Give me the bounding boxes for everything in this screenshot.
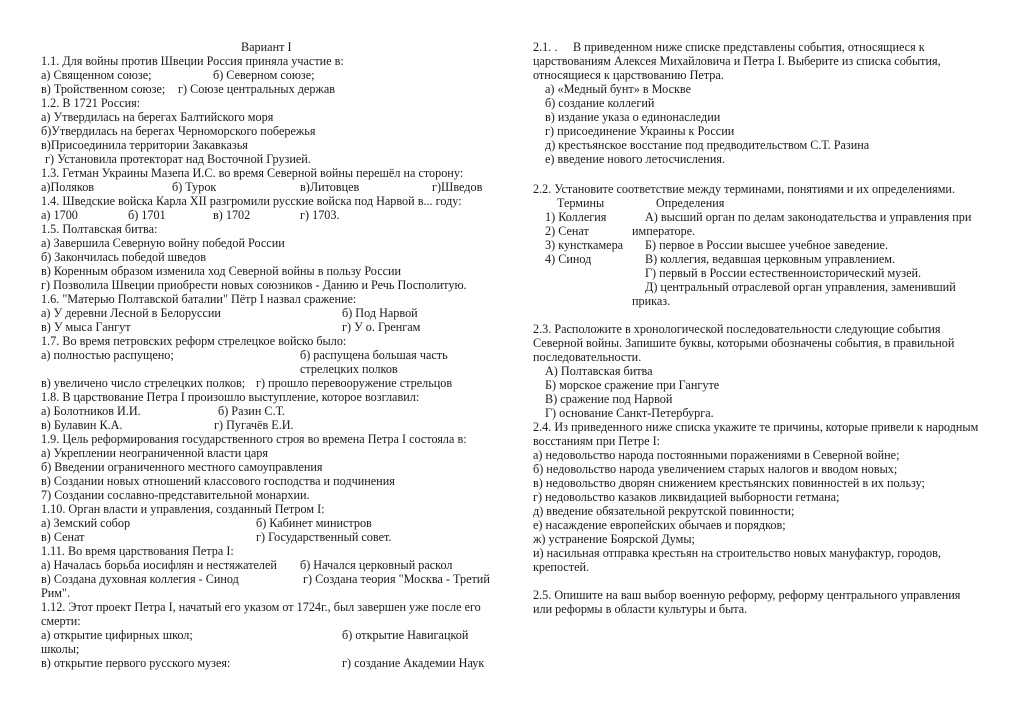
option: б) Разин С.Т. <box>218 404 285 418</box>
option: в) Коренным образом изменила ход Северной войны в пользу России <box>41 264 402 278</box>
definitions-header: Определения <box>656 196 725 210</box>
option: а)Поляков <box>41 180 95 194</box>
option: г) прошло перевооружение стрельцов <box>256 376 453 390</box>
option: г) создание Академии Наук <box>342 656 485 670</box>
option: г)Шведов <box>432 180 483 194</box>
option: 7) Создании сославно-представительной монархии. <box>41 488 310 502</box>
question-continued: восстаниям при Петре I: <box>533 434 661 448</box>
list-item: г) присоединение Украины к России <box>545 124 735 138</box>
definition: Д) центральный отраслевой орган управления, заменивший <box>645 280 956 294</box>
term: 4) Синод <box>545 252 592 266</box>
variant-title: Вариант I <box>241 40 292 54</box>
option: а) 1700 <box>41 208 78 222</box>
list-item: е) введение нового летосчисления. <box>545 152 725 166</box>
question-continued: последовательности. <box>533 350 642 364</box>
question-1-2: 1.2. В 1721 Россия: <box>41 96 141 110</box>
option: а) Началась борьба иосифлян и нестяжателей <box>41 558 277 572</box>
option: а) Утвердилась на берегах Балтийского моря <box>41 110 274 124</box>
option: а) У деревни Лесной в Белоруссии <box>41 306 221 320</box>
list-item: Б) морское сражение при Гангуте <box>545 378 720 392</box>
question-2-1: В приведенном ниже списке представлены события, относящиеся к <box>573 40 925 54</box>
list-item: в) недовольство дворян снижением крестьянских повинностей в их пользу; <box>533 476 925 490</box>
list-item: б) недовольство народа увеличением старых налогов и вводом новых; <box>533 462 898 476</box>
option: г) Установила протекторат над Восточной Грузией. <box>45 152 311 166</box>
list-item-continued: крепостей. <box>533 560 590 574</box>
option: б) Северном союзе; <box>213 68 315 82</box>
terms-header: Термины <box>557 196 605 210</box>
option: б) Кабинет министров <box>256 516 372 530</box>
option: в) У мыса Гангут <box>41 320 131 334</box>
option: а) Земский собор <box>41 516 131 530</box>
question-continued: или реформы в области культуры и быта. <box>533 602 748 616</box>
list-item: ж) устранение Боярской Думы; <box>533 532 695 546</box>
list-item: е) насаждение европейских обычаев и порядков; <box>533 518 786 532</box>
question-2-4: 2.4. Из приведенного ниже списка укажите те причины, которые привели к народным <box>533 420 979 434</box>
option: а) Священном союзе; <box>41 68 152 82</box>
option: а) полностью распущено; <box>41 348 174 362</box>
question-continued: Северной войны. Запишите буквы, которыми обозначены события, в правильной <box>533 336 955 350</box>
option: б) Закончилась победой шведов <box>41 250 207 264</box>
option: в) Создана духовная коллегия - Синод <box>41 572 239 586</box>
option: в) Сенат <box>41 530 85 544</box>
question-1-4: 1.4. Шведские войска Карла XII разгромили русские войска под Нарвой в... году: <box>41 194 462 208</box>
option: г) У о. Гренгам <box>342 320 421 334</box>
question-1-12: 1.12. Этот проект Петра I, начатый его указом от 1724г., был завершен уже после его <box>41 600 481 614</box>
option: б) 1701 <box>128 208 166 222</box>
option: в) Тройственном союзе; <box>41 82 166 96</box>
option: г) Государственный совет. <box>256 530 392 544</box>
option: а) Болотников И.И. <box>41 404 141 418</box>
term: 2) Сенат <box>545 224 589 238</box>
option: а) Укреплении неограниченной власти царя <box>41 446 268 460</box>
option: а) Завершила Северную войну победой России <box>41 236 285 250</box>
question-1-11: 1.11. Во время царствования Петра I: <box>41 544 234 558</box>
list-item: д) крестьянское восстание под предводительством С.Т. Разина <box>545 138 870 152</box>
question-1-1: 1.1. Для войны против Швеции Россия приняла участие в: <box>41 54 344 68</box>
option: в) Создании новых отношений классового господства и подчинения <box>41 474 395 488</box>
list-item: А) Полтавская битва <box>545 364 653 378</box>
list-item: в) издание указа о единонаследии <box>545 110 721 124</box>
option: в)Присоединила территории Закавказья <box>41 138 248 152</box>
question-2-3: 2.3. Расположите в хронологической последовательности следующие события <box>533 322 941 336</box>
question-2-5: 2.5. Опишите на ваш выбор военную реформу, реформу центрального управления <box>533 588 961 602</box>
option: в)Литовцев <box>300 180 360 194</box>
option: б)Утвердилась на берегах Черноморского побережья <box>41 124 316 138</box>
question-1-9: 1.9. Цель реформирования государственного строя во времена Петра I состояла в: <box>41 432 467 446</box>
option: г) Пугачёв Е.И. <box>214 418 294 432</box>
question-continued: относящиеся к царствованию Петра. <box>533 68 724 82</box>
question-2-2: 2.2. Установите соответствие между терминами, понятиями и их определениями. <box>533 182 955 196</box>
option: б) Турок <box>172 180 217 194</box>
option: в) 1702 <box>213 208 251 222</box>
definition: Б) первое в России высшее учебное заведение. <box>645 238 889 252</box>
term: 1) Коллегия <box>545 210 607 224</box>
definition-continued: приказ. <box>632 294 671 308</box>
question-1-6: 1.6. "Матерью Полтавской баталии" Пётр I назвал сражение: <box>41 292 357 306</box>
option: г) 1703. <box>300 208 340 222</box>
option: г) Позволила Швеции приобрести новых союзников - Данию и Речь Посполитую. <box>41 278 467 292</box>
option: в) открытие первого русского музея: <box>41 656 231 670</box>
list-item: В) сражение под Нарвой <box>545 392 673 406</box>
list-item: и) насильная отправка крестьян на строительство новых мануфактур, городов, <box>533 546 941 560</box>
option: в) Булавин К.А. <box>41 418 123 432</box>
list-item: д) введение обязательной рекрутской повинности; <box>533 504 795 518</box>
list-item: а) недовольство народа постоянными поражениями в Северной войне; <box>533 448 900 462</box>
option-continued: школы; <box>41 642 80 656</box>
question-2-1-number: 2.1. . <box>533 40 558 54</box>
option: б) открытие Навигацкой <box>342 628 469 642</box>
definition: В) коллегия, ведавшая церковным управлением. <box>645 252 896 266</box>
list-item: Г) основание Санкт-Петербурга. <box>545 406 714 420</box>
option: б) распущена большая часть <box>300 348 448 362</box>
option: г) Создана теория "Москва - Третий <box>303 572 490 586</box>
question-continued: смерти: <box>41 614 81 628</box>
question-continued: царствованиям Алексея Михайловича и Петра I. Выберите из списка события, <box>533 54 941 68</box>
option: а) открытие цифирных школ; <box>41 628 193 642</box>
list-item: а) «Медный бунт» в Москве <box>545 82 691 96</box>
term: 3) кунсткамера <box>545 238 624 252</box>
option-continued: стрелецких полков <box>300 362 398 376</box>
option: г) Союзе центральных держав <box>178 82 336 96</box>
list-item: б) создание коллегий <box>545 96 655 110</box>
option: в) увеличено число стрелецких полков; <box>41 376 246 390</box>
question-1-5: 1.5. Полтавская битва: <box>41 222 158 236</box>
option: б) Начался церковный раскол <box>300 558 453 572</box>
option: б) Под Нарвой <box>342 306 418 320</box>
option-continued: Рим". <box>41 586 71 600</box>
option: б) Введении ограниченного местного самоуправления <box>41 460 323 474</box>
question-1-8: 1.8. В царствование Петра I произошло выступление, которое возглавил: <box>41 390 420 404</box>
question-1-7: 1.7. Во время петровских реформ стрелецкое войско было: <box>41 334 347 348</box>
list-item: г) недовольство казаков ликвидацией выборности гетмана; <box>533 490 840 504</box>
definition: Г) первый в России естественноисторический музей. <box>645 266 922 280</box>
definition-continued: императоре. <box>632 224 696 238</box>
question-1-10: 1.10. Орган власти и управления, созданный Петром I: <box>41 502 325 516</box>
definition: А) высший орган по делам законодательства и управления при <box>645 210 972 224</box>
question-1-3: 1.3. Гетман Украины Мазепа И.С. во время Северной войны перешёл на сторону: <box>41 166 464 180</box>
